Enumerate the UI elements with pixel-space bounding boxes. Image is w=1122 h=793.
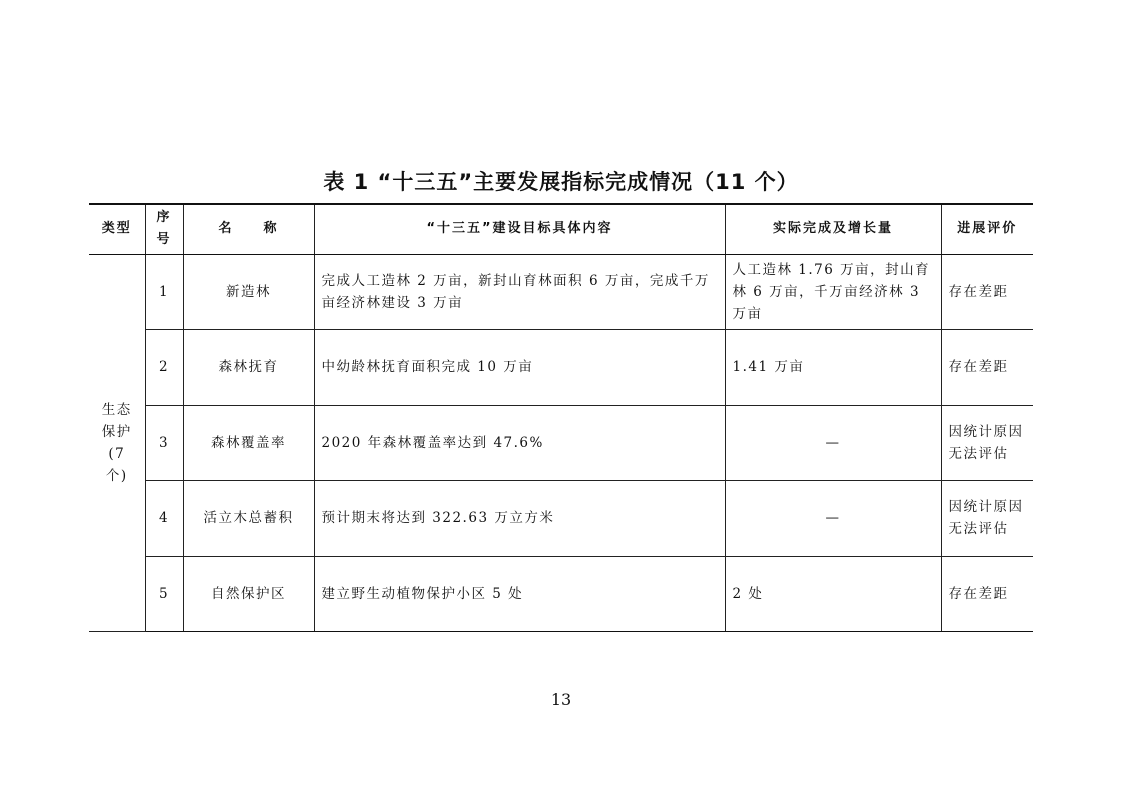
row-evaluation: 存在差距: [941, 330, 1033, 406]
row-actual: 人工造林 1.76 万亩，封山育林 6 万亩，千万亩经济林 3 万亩: [725, 254, 941, 330]
header-actual: 实际完成及增长量: [725, 204, 941, 254]
row-target: 建立野生动植物保护小区 5 处: [314, 556, 725, 632]
row-target: 2020 年森林覆盖率达到 47.6%: [314, 405, 725, 481]
table-row: [89, 254, 1033, 330]
category-line1: 生态: [101, 401, 132, 418]
header-target: “十三五”建设目标具体内容: [314, 204, 725, 254]
category-line3: (7 个): [105, 445, 128, 484]
row-actual: 1.41 万亩: [725, 330, 941, 406]
header-seq-line2: 号: [156, 232, 172, 248]
category-line2: 保护: [101, 423, 132, 440]
row-seq: 1: [145, 254, 183, 330]
row-target: 中幼龄林抚育面积完成 10 万亩: [314, 330, 725, 406]
row-evaluation: 因统计原因无法评估: [941, 481, 1033, 557]
header-name: 名 称: [183, 204, 314, 254]
row-evaluation: 存在差距: [941, 556, 1033, 632]
row-target: 预计期末将达到 322.63 万立方米: [314, 481, 725, 557]
table-row: [89, 330, 1033, 406]
row-evaluation: 因统计原因无法评估: [941, 405, 1033, 481]
indicator-table: [89, 203, 1033, 632]
header-type: 类型: [89, 204, 145, 254]
table-row: [89, 556, 1033, 632]
row-target: 完成人工造林 2 万亩，新封山育林面积 6 万亩，完成千万亩经济林建设 3 万亩: [314, 254, 725, 330]
row-seq: 5: [145, 556, 183, 632]
row-name: 新造林: [183, 254, 314, 330]
row-actual: —: [725, 405, 941, 481]
table-title: 表 1 “十三五”主要发展指标完成情况（11 个）: [323, 170, 799, 194]
row-name: 森林覆盖率: [183, 405, 314, 481]
row-seq: 3: [145, 405, 183, 481]
header-seq: [145, 204, 183, 254]
header-evaluation: 进展评价: [941, 204, 1033, 254]
table-row: [89, 405, 1033, 481]
row-name: 自然保护区: [183, 556, 314, 632]
row-actual: —: [725, 481, 941, 557]
table-header-row: [89, 204, 1033, 254]
row-seq: 2: [145, 330, 183, 406]
row-actual: 2 处: [725, 556, 941, 632]
category-cell: [89, 254, 145, 632]
row-seq: 4: [145, 481, 183, 557]
row-name: 活立木总蓄积: [183, 481, 314, 557]
row-evaluation: 存在差距: [941, 254, 1033, 330]
page-number: 13: [550, 690, 572, 709]
row-name: 森林抚育: [183, 330, 314, 406]
header-seq-line1: 序: [156, 210, 172, 226]
table-row: [89, 481, 1033, 557]
